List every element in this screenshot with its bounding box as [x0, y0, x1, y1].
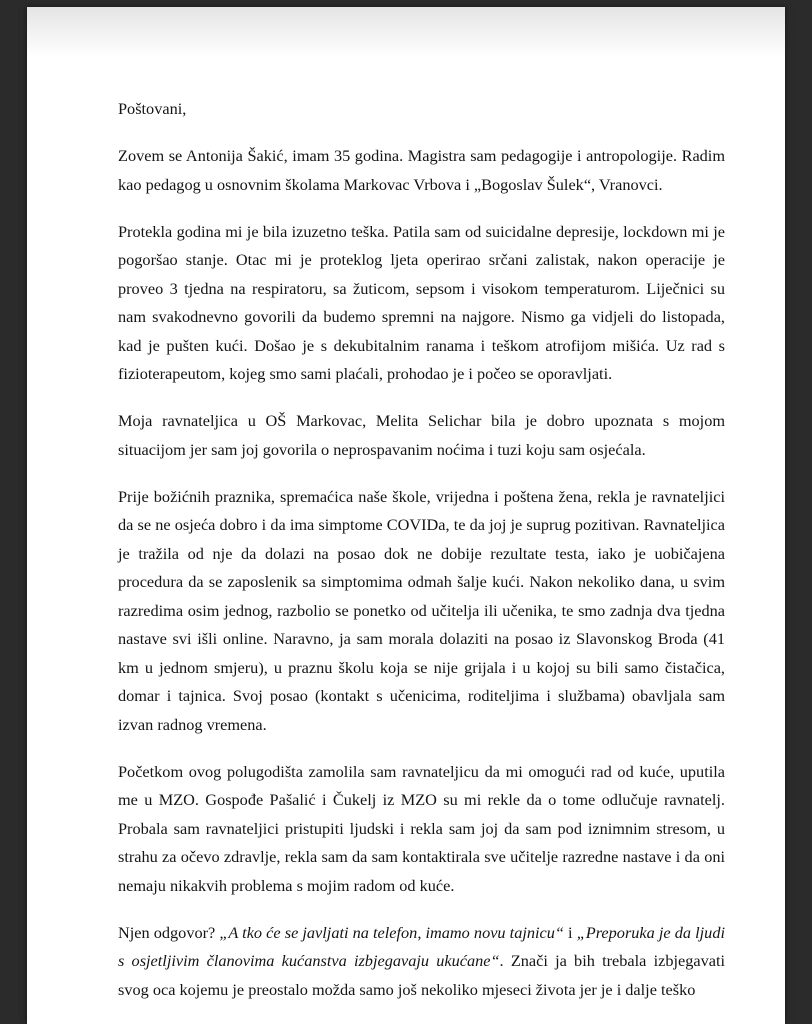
document-page [27, 7, 785, 1024]
paragraph-4: Prije božićnih praznika, spremaćica naše škole, vrijedna i poštena žena, rekla je ravnateljici da se ne osjeća dobro i da ima simptome COVIDa, te da joj je suprug pozitivan. Ravnateljica je tražila od nje da dolazi na posao dok ne dobije rezultate testa, iako je uobičajena procedura da se zaposlenik sa simptomima odmah šalje kući. Nakon nekoliko dana, u svim razredima osim jednog, razbolio se ponetko od učitelja ili učenika, te smo zadnja dva tjedna nastave svi išli online. Naravno, ja sam morala dolaziti na posao iz Slavonskog Broda (41 km u jednom smjeru), u praznu školu koja se nije grijala i u kojoj su bili samo čistačica, domar i tajnica. Svoj posao (kontakt s učenicima, roditeljima i službama) obavljala sam izvan radnog vremena. [118, 486, 725, 734]
paragraph-3: Moja ravnateljica u OŠ Markovac, Melita Selichar bila je dobro upoznata s mojom situacijom jer sam joj govorila o neprospavanim noćima i tuzi koju sam osjećala. [118, 411, 725, 459]
quote-1: „A tko će se javljati na telefon, imamo novu tajnicu“ [219, 922, 564, 942]
letter-body [118, 95, 725, 1023]
paragraph-6-joiner: i [563, 922, 577, 942]
paragraph-6-rest: . Znači ja bih trebala izbjegavati svog oca kojemu je preostalo možda samo još nekoliko mjeseci života jer je i dalje teško [118, 951, 726, 999]
paragraph-5: Početkom ovog polugodišta zamolila sam ravnateljicu da mi omogući rad od kuće, uputila me u MZO. Gospođe Pašalić i Čukelj iz MZO su mi rekle da o tome odlučuje ravnatelj. Probala sam ravnateljici pristupiti ljudski i rekla sam joj da sam pod iznimnim stresom, u strahu za očevo zdravlje, rekla sam da sam kontaktirala sve učitelje razredne nastave i da oni nemaju nikakvih problema s mojim radom od kuće. [118, 761, 725, 895]
paragraph-6-intro: Njen odgovor? [118, 922, 220, 942]
paragraph-2: Protekla godina mi je bila izuzetno teška. Patila sam od suicidalne depresije, lockdown mi je pogoršao stanje. Otac mi je proteklog ljeta operirao srčani zalistak, nakon operacije je proveo 3 tjedna na respiratoru, sa žuticom, sepsom i visokom temperaturom. Liječnici su nam svakodnevno govorili da budemo spremni na najgore. Nismo ga vidjeli do listopada, kad je pušten kući. Došao je s dekubitalnim ranama i teškom atrofijom mišića. Uz rad s fizioterapeutom, kojeg smo sami plaćali, prohodao je i počeo se oporavljati. [118, 221, 725, 383]
paragraph-6 [118, 919, 725, 1005]
quote-2: „Preporuka je da ljudi s osjetljivim članovima kućanstva izbjegavaju ukućane“ [118, 922, 725, 970]
page-top-shade [27, 7, 785, 57]
greeting: Poštovani, [118, 99, 187, 118]
paragraph-1: Zovem se Antonija Šakić, imam 35 godina. Magistra sam pedagogije i antropologije. Radim kao pedagog u osnovnim školama Markovac Vrbova i „Bogoslav Šulek“, Vranovci. [118, 146, 725, 194]
